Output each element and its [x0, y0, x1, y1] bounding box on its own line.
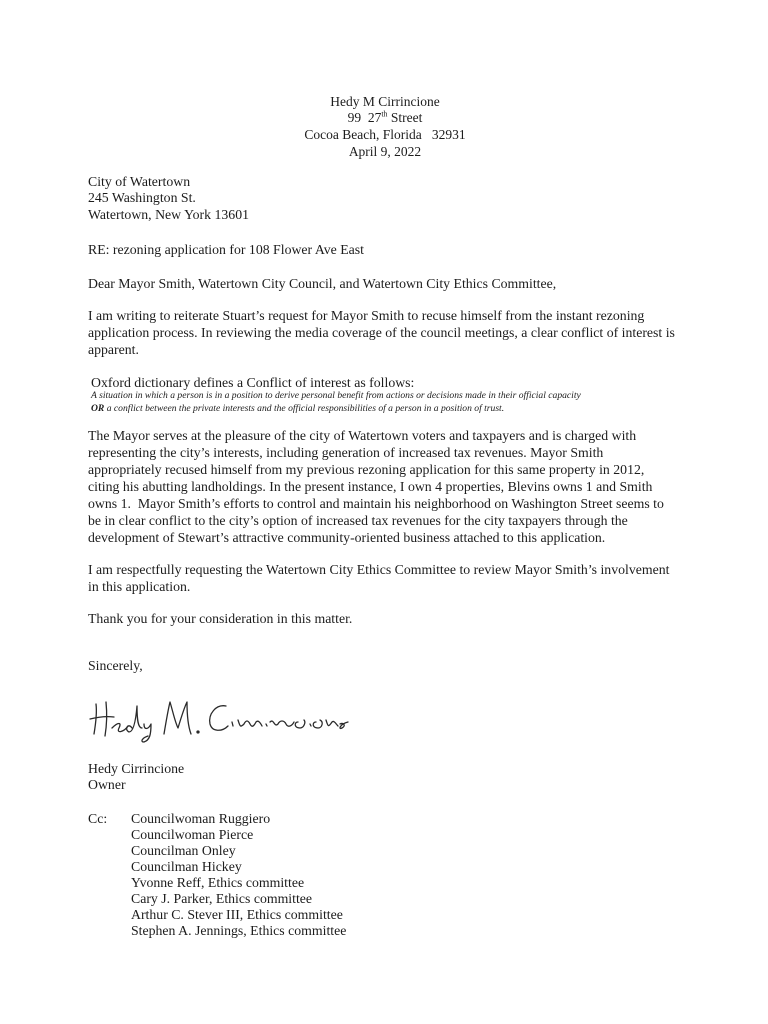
paragraph-line: citing his abutting landholdings. In the present instance, I own 4 properties, Blevins owns 1 and Smith	[88, 479, 653, 494]
definition-intro: Oxford dictionary defines a Conflict of interest as follows:	[91, 375, 415, 390]
paragraph-line: I am respectfully requesting the Watertown City Ethics Committee to review Mayor Smith’s involvement	[88, 562, 670, 577]
recipient-line-1: City of Watertown	[88, 174, 191, 189]
paragraph-line: I am writing to reiterate Stuart’s request for Mayor Smith to recuse himself from the instant rezoning	[88, 308, 645, 323]
sender-city: Cocoa Beach, Florida 32931	[304, 127, 466, 142]
street-ordinal: 27	[367, 110, 382, 125]
cc-name: Arthur C. Stever III, Ethics committee	[131, 907, 343, 922]
paragraph-line: representing the city’s interests, including generation of increased tax revenues. Mayor Smith	[88, 445, 604, 460]
cc-name: Councilman Onley	[131, 843, 236, 858]
cc-name: Cary J. Parker, Ethics committee	[131, 891, 313, 906]
signer-name: Hedy Cirrincione	[88, 761, 185, 776]
signer-title: Owner	[88, 777, 126, 792]
cc-name: Councilwoman Ruggiero	[131, 811, 271, 826]
paragraph-line: development of Stewart’s attractive community-oriented business attached to this application.	[88, 530, 606, 545]
signature-image	[88, 692, 350, 744]
street-name: Street	[390, 110, 423, 125]
subject-line: RE: rezoning application for 108 Flower Ave East	[88, 242, 364, 257]
closing: Sincerely,	[88, 658, 143, 673]
paragraph-line: owns 1. Mayor Smith’s efforts to control and maintain his neighborhood on Washington Street seems to	[88, 496, 664, 511]
paragraph-line: in this application.	[88, 579, 191, 594]
paragraph-line: apparent.	[88, 342, 139, 357]
cc-name: Councilwoman Pierce	[131, 827, 254, 842]
cc-name: Yvonne Reff, Ethics committee	[131, 875, 305, 890]
salutation: Dear Mayor Smith, Watertown City Council, and Watertown City Ethics Committee,	[88, 276, 557, 291]
cc-label: Cc:	[88, 811, 108, 826]
cc-name: Stephen A. Jennings, Ethics committee	[131, 923, 347, 938]
paragraph-line: appropriately recused himself from my previous rezoning application for this same property in 2012,	[88, 462, 645, 477]
paragraph-line: application process. In reviewing the media coverage of the council meetings, a clear conflict of interest is	[88, 325, 675, 340]
recipient-line-3: Watertown, New York 13601	[88, 207, 249, 222]
thank-you-line: Thank you for your consideration in this matter.	[88, 611, 353, 626]
definition-line-2-text: a conflict between the private interests and the official responsibilities of a person in a position of trust.	[104, 403, 505, 414]
sender-street	[285, 110, 485, 127]
definition-line-1: A situation in which a person is in a position to derive personal benefit from actions or decisions made in their official capacity	[91, 390, 581, 401]
definition-line-2	[91, 403, 504, 416]
recipient-line-2: 245 Washington St.	[88, 190, 196, 205]
sender-name: Hedy M Cirrincione	[330, 94, 440, 109]
cc-name: Councilman Hickey	[131, 859, 242, 874]
letter-date: April 9, 2022	[348, 144, 422, 159]
paragraph-line: The Mayor serves at the pleasure of the city of Watertown voters and taxpayers and is charged with	[88, 428, 637, 443]
paragraph-line: be in clear conflict to the city’s option of increased tax revenues for the city taxpayers through the	[88, 513, 628, 528]
definition-or: OR	[91, 403, 105, 414]
street-number: 99	[347, 110, 362, 125]
street-suffix: th	[381, 109, 388, 119]
